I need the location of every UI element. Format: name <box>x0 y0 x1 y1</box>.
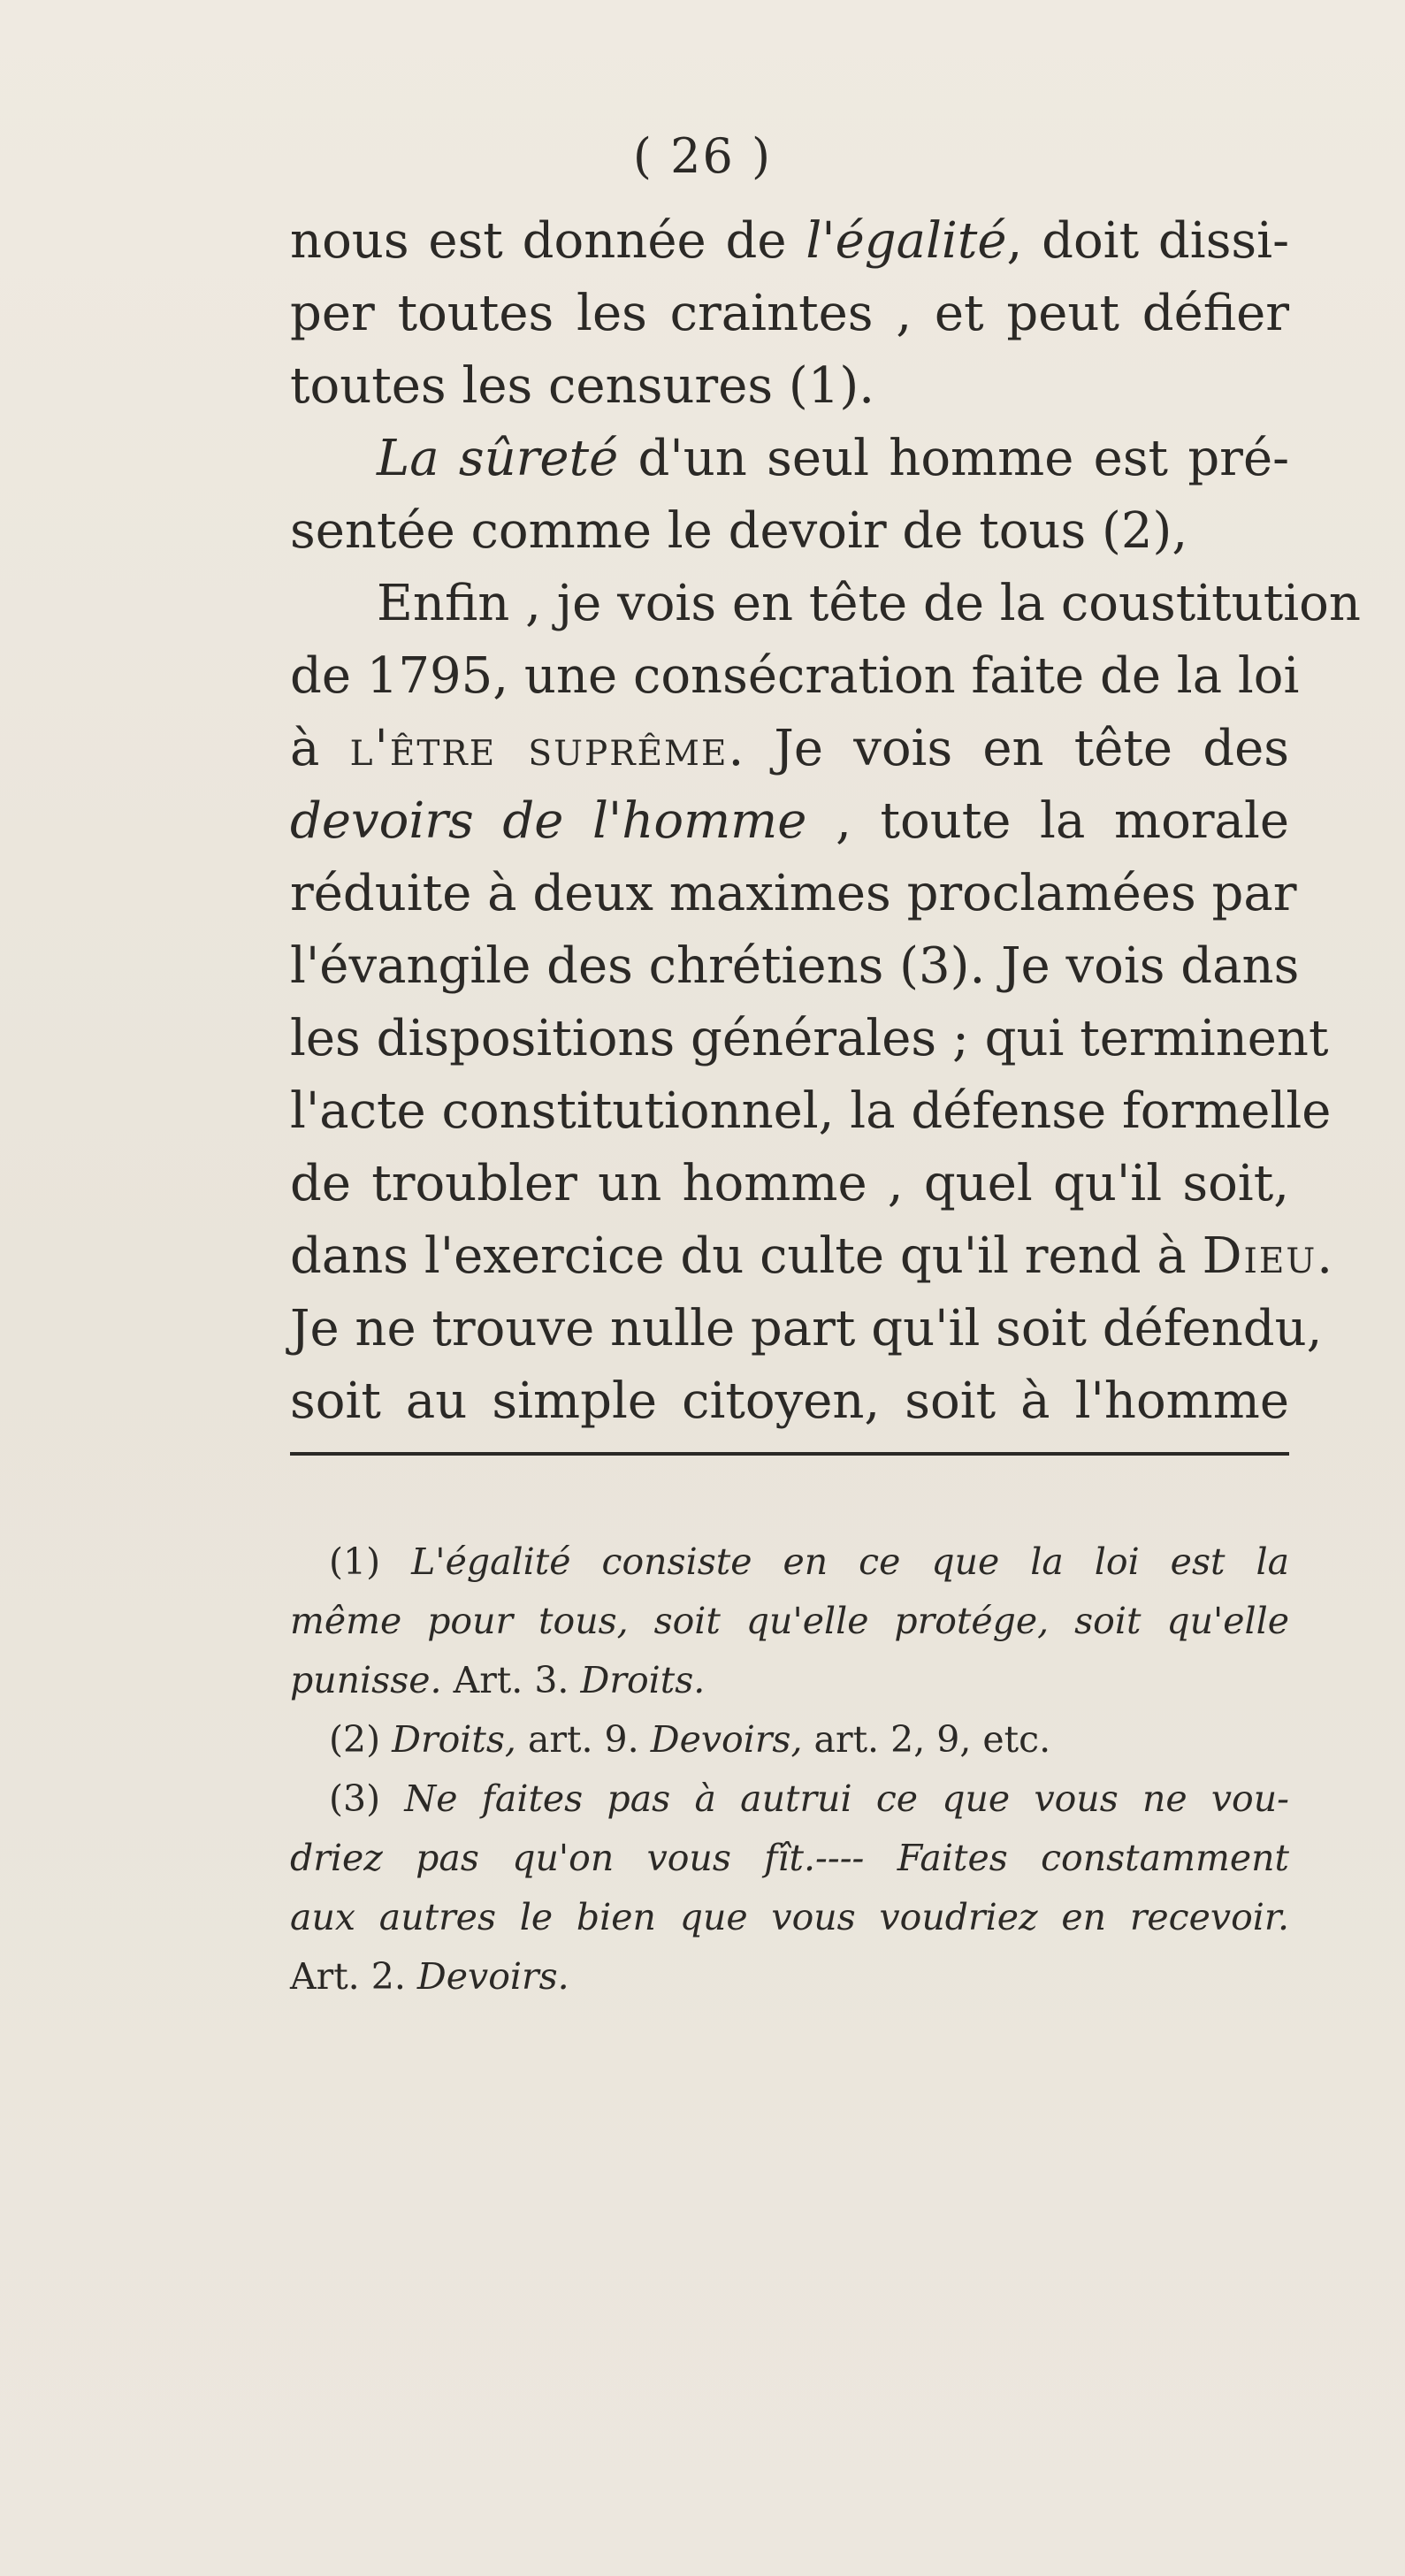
body-text <box>290 205 1361 1438</box>
footnote-number: (2) <box>329 1718 393 1761</box>
footnote-line <box>290 1947 1289 2007</box>
text-line <box>290 423 1289 495</box>
text-line: de troubler un homme , quel qu'il soit, <box>290 1155 1289 1212</box>
italic-term: aux autres le bien que vous voudriez en recevoir. <box>290 1896 1289 1938</box>
footnote-line <box>290 1770 1289 1829</box>
text-span: à <box>290 720 350 777</box>
footnote-number: (3) <box>329 1777 405 1820</box>
text-span: , doit dissi- <box>1006 212 1289 270</box>
text-span: Art. 2. <box>290 1955 417 1998</box>
text-line: sentée comme le devoir de tous (2), <box>290 502 1188 560</box>
small-caps-term: Dieu <box>1202 1227 1317 1285</box>
text-span: nous est donnée de <box>290 212 806 270</box>
footnote-line <box>290 1592 1289 1651</box>
text-line: per toutes les craintes , et peut défier <box>290 285 1289 342</box>
footnote-line <box>290 1533 1289 1592</box>
italic-term: La sûreté <box>377 430 619 487</box>
footnotes <box>290 1533 1289 2007</box>
italic-term: Droits. <box>580 1659 706 1701</box>
footnote-line <box>290 1651 1289 1710</box>
text-span: Art. 3. <box>441 1659 581 1701</box>
text-line: l'acte constitutionnel, la défense formelle <box>290 1082 1332 1140</box>
footnote-line <box>290 1710 1289 1770</box>
text-span: art. 9. <box>515 1718 651 1761</box>
italic-term: Devoirs. <box>416 1955 569 1998</box>
text-span: d'un seul homme est pré- <box>618 430 1290 487</box>
italic-term: même pour tous, soit qu'elle protége, soit qu'elle <box>290 1600 1289 1642</box>
text-span: , toute la morale <box>806 792 1289 850</box>
text-span: . Je vois en tête des <box>728 720 1289 777</box>
text-line <box>290 713 1289 785</box>
footnote-line <box>290 1829 1289 1888</box>
text-line: réduite à deux maximes proclamées par <box>290 865 1297 922</box>
italic-term: devoirs de l'homme <box>290 792 807 850</box>
text-span: dans l'exercice du culte qu'il rend à <box>290 1227 1203 1285</box>
italic-term: L'égalité consiste en ce que la loi est la <box>411 1540 1290 1583</box>
italic-term: Devoirs, <box>650 1718 803 1761</box>
italic-term: Droits, <box>392 1718 516 1761</box>
footnote-number: (1) <box>329 1540 412 1583</box>
text-line: l'évangile des chrétiens (3). Je vois dans <box>290 937 1300 995</box>
text-line: Enfin , je vois en tête de la coustitution <box>377 575 1361 632</box>
text-line <box>290 1220 1333 1293</box>
text-line <box>290 205 1289 278</box>
text-span: . <box>1317 1227 1333 1285</box>
small-caps-term: l'être suprême <box>349 720 729 777</box>
footnote-rule <box>290 1452 1289 1456</box>
text-line: soit au simple citoyen, soit à l'homme <box>290 1372 1289 1430</box>
italic-term: punisse. <box>290 1659 442 1701</box>
italic-term: l'égalité <box>806 212 1007 270</box>
text-span: art. 2, 9, etc. <box>802 1718 1051 1761</box>
text-line <box>290 785 1289 858</box>
italic-term: Ne faites pas à autrui ce que vous ne vou- <box>404 1777 1289 1820</box>
page-number: ( 26 ) <box>632 128 773 184</box>
text-line: toutes les censures (1). <box>290 357 875 415</box>
text-line: les dispositions générales ; qui terminent <box>290 1010 1329 1067</box>
text-line: Je ne trouve nulle part qu'il soit défendu, <box>290 1300 1323 1357</box>
text-line: de 1795, une consécration faite de la loi <box>290 647 1300 705</box>
footnote-line <box>290 1888 1289 1947</box>
italic-term: driez pas qu'on vous fît.---- Faites constamment <box>290 1837 1289 1879</box>
